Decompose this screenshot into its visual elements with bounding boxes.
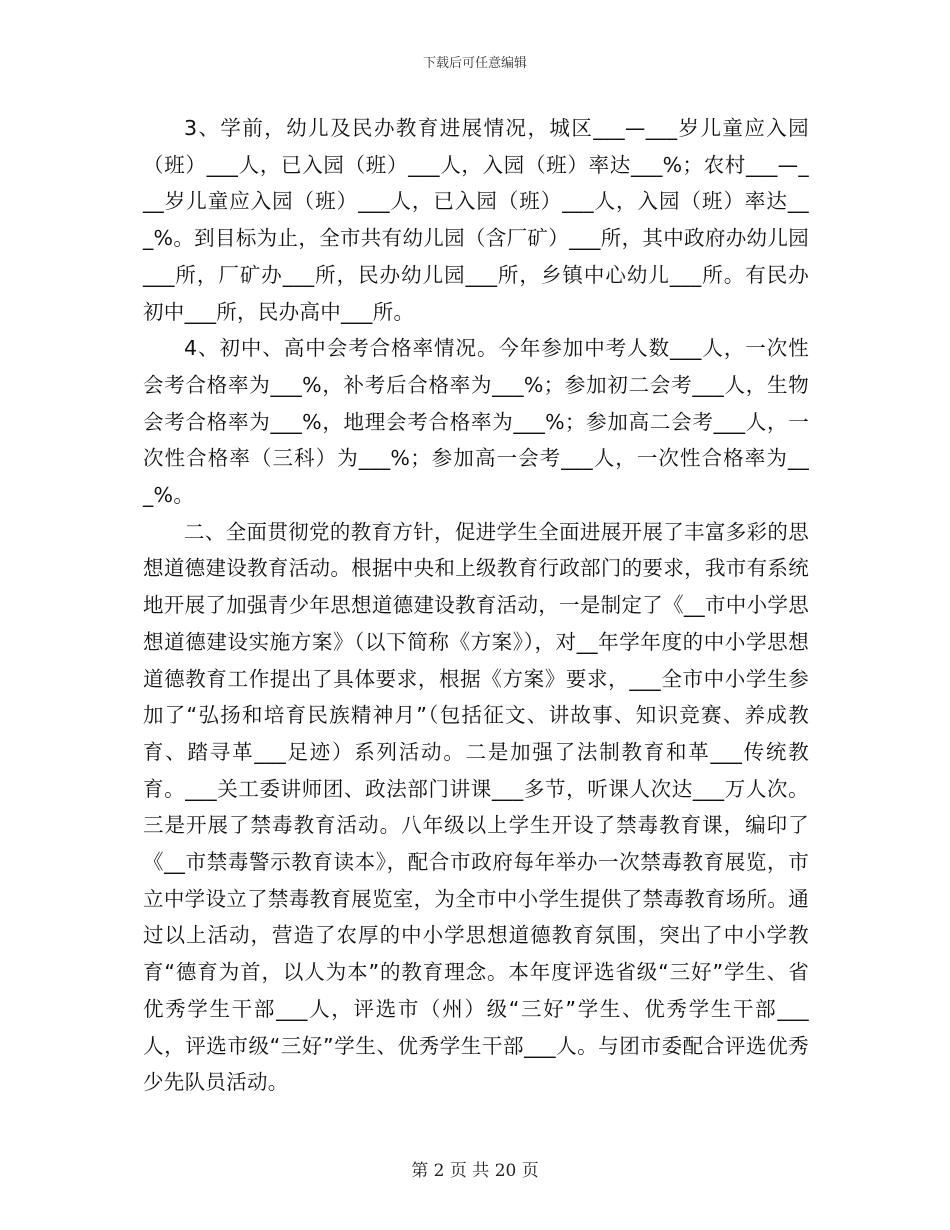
paragraph-preschool-progress: 3、学前，幼儿及民办教育进展情况，城区___—___岁儿童应入园（班）___人，已入园（班）___人，入园（班）率达___%；农村___—___岁儿童应入园（班）___人，已入园（班）___人，入园（班）率达___%。到目标为止，全市共有幼儿园（含厂矿）___所，其中政府办幼儿园___所，厂矿办___所，民办幼儿园___所，乡镇中心幼儿___所。有民办初中___所，民办高中___所。 [143,116,809,324]
document-body [143,110,809,1101]
paragraph-exam-pass-rates: 4、初中、高中会考合格率情况。今年参加中考人数___人，一次性会考合格率为___%，补考后合格率为___%；参加初二会考___人，生物会考合格率为___%，地理会考合格率为___%；参加高二会考___人，一次性合格率（三科）为___%；参加高一会考___人，一次性合格率为___%。 [143,336,809,508]
paragraph-moral-education: 二、全面贯彻党的教育方针，促进学生全面进展开展了丰富多彩的思想道德建设教育活动。根据中央和上级教育行政部门的要求，我市有系统地开展了加强青少年思想道德建设教育活动，一是制定了《__市中小学思想道德建设实施方案》（以下简称《方案》），对__年学年度的中小学思想道德教育工作提出了具体要求，根据《方案》要求，___全市中小学生参加了“弘扬和培育民族精神月”（包括征文、讲故事、知识竞赛、养成教育、踏寻革___足迹）系列活动。二是加强了法制教育和革___传统教育。___关工委讲师团、政法部门讲课___多节，听课人次达___万人次。三是开展了禁毒教育活动。八年级以上学生开设了禁毒教育课，编印了《__市禁毒警示教育读本》，配合市政府每年举办一次禁毒教育展览，市立中学设立了禁毒教育展览室，为全市中小学生提供了禁毒教育场所。通过以上活动，营造了农厚的中小学思想道德教育氛围，突出了中小学教育“德育为首，以人为本”的教育理念。本年度评选省级“三好”学生、省优秀学生干部___人，评选市（州）级“三好”学生、优秀学生干部___人，评选市级“三好”学生、优秀学生干部___人。与团市委配合评选优秀少先队员活动。 [143,519,809,1095]
page-number: 第 2 页 共 20 页 [411,1161,539,1181]
page-header-note: 下载后可任意编辑 [422,56,527,71]
